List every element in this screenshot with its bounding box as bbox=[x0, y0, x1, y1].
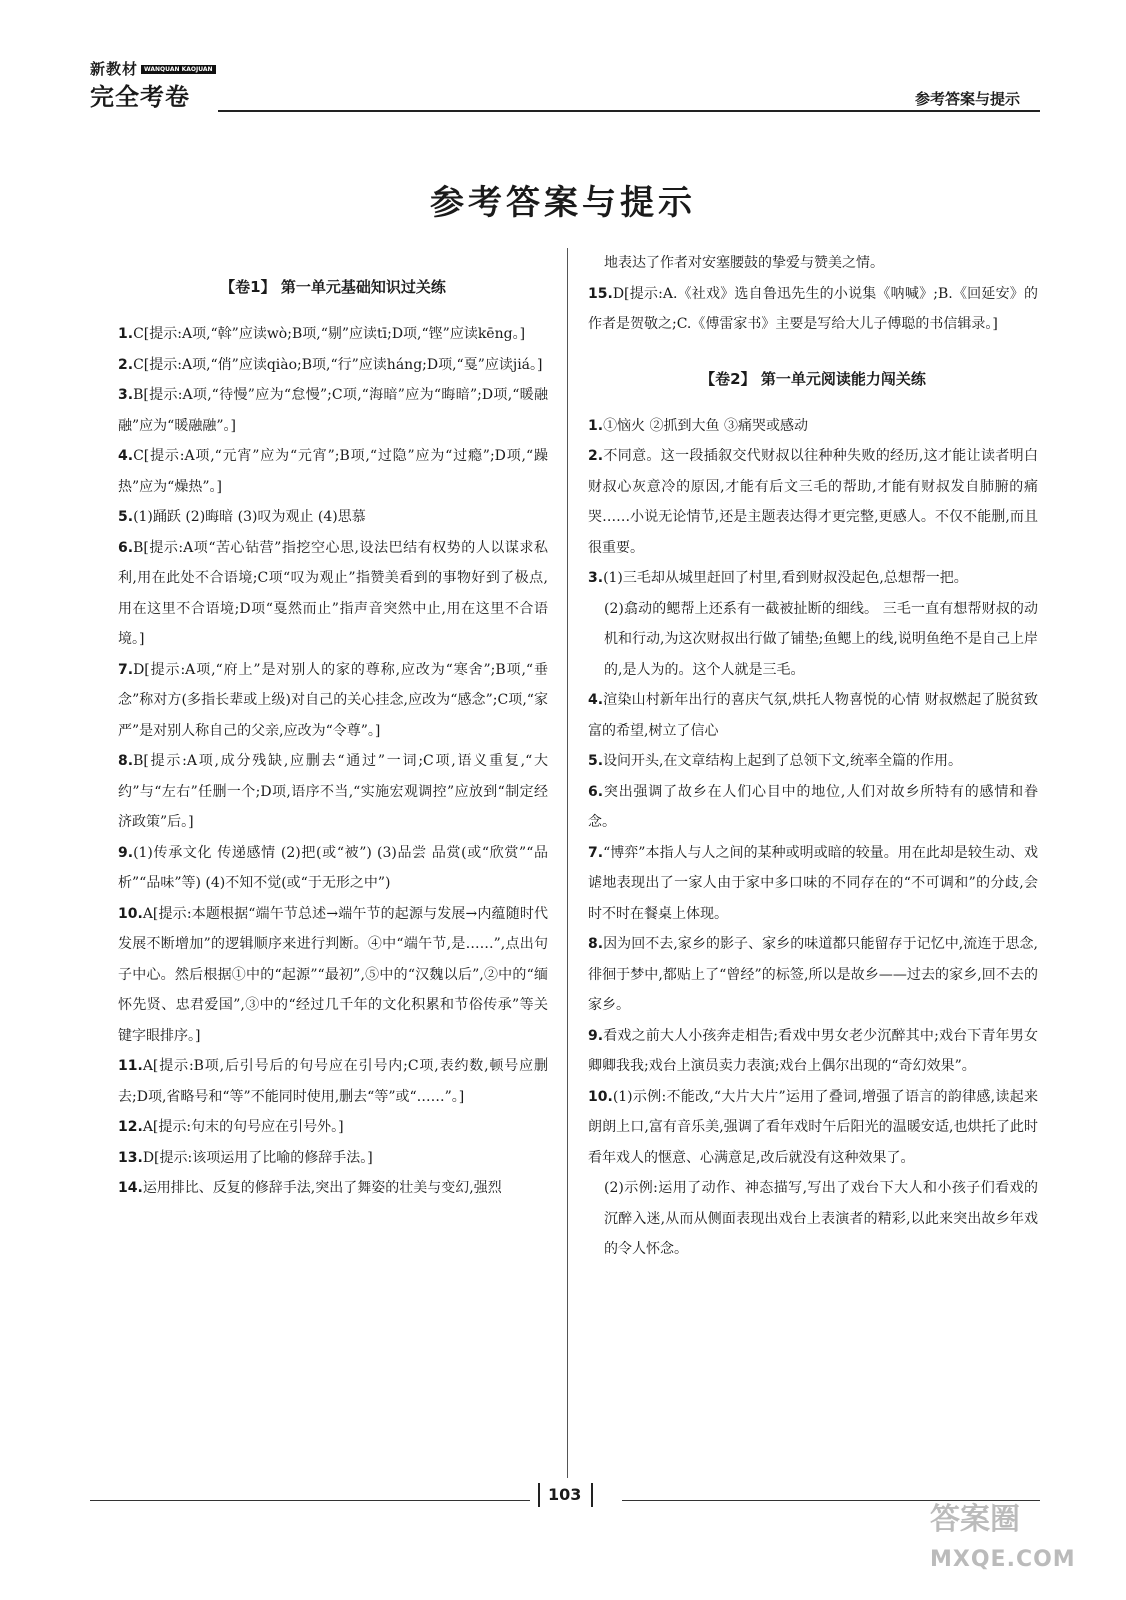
section-heading-2: 【卷2】 第一单元阅读能力闯关练 bbox=[700, 369, 926, 388]
answer-item-3: 3.B[提示:A项,“待慢”应为“怠慢”;C项,“海暗”应为“晦暗”;D项,“暖融融”应为“暖融融”。] bbox=[118, 387, 548, 434]
footer-rule-left bbox=[90, 1500, 530, 1501]
reading-item-5: 5.设问开头,在文章结构上起到了总领下文,统率全篇的作用。 bbox=[588, 753, 962, 769]
logo-main-text: 完全考卷 bbox=[90, 83, 190, 111]
header-title: 参考答案与提示 bbox=[914, 90, 1020, 108]
answer-item-8: 8.B[提示:A项,成分残缺,应删去“通过”一词;C项,语义重复,“大约”与“左右”任删一个;D项,语序不当,“实施宏观调控”应放到“制定经济政策”后。] bbox=[118, 753, 548, 830]
right-column bbox=[588, 248, 1038, 1265]
answer-item-13: 13.D[提示:该项运用了比喻的修辞手法。] bbox=[118, 1149, 373, 1166]
logo-top-text: 新教材 bbox=[90, 60, 139, 78]
reading-item-2: 2.不同意。这一段插叙交代财叔以往种种失败的经历,这才能让读者明白财叔心灰意冷的原因,才能有后文三毛的帮助,才能有财叔发自肺腑的痛哭……小说无论情节,还是主题表达得才更完整,更感人。不仅不能删,而且很重要。 bbox=[588, 448, 1038, 556]
left-column bbox=[118, 248, 548, 1204]
answer-item-11: 11.A[提示:B项,后引号后的句号应在引号内;C项,表约数,顿号应删去;D项,省略号和“等”不能同时使用,删去“等”或“……”。] bbox=[118, 1058, 548, 1105]
answer-item-12: 12.A[提示:句末的句号应在引号外。] bbox=[118, 1119, 344, 1135]
reading-item-6: 6.突出强调了故乡在人们心目中的地位,人们对故乡所特有的感情和眷念。 bbox=[588, 783, 1038, 830]
section-heading-1: 【卷1】 第一单元基础知识过关练 bbox=[220, 278, 446, 296]
answer-item-14: 14.运用排比、反复的修辞手法,突出了舞姿的壮美与变幻,强烈 bbox=[118, 1180, 502, 1196]
answer-item-7: 7.D[提示:A项,“府上”是对别人的家的尊称,应改为“寒舍”;B项,“垂念”称对方(多指长辈或上级)对自己的关心挂念,应改为“感念”;C项,“家严”是对别人称自己的父亲,应改为“令尊”。] bbox=[118, 661, 548, 739]
answer-item-9: 9.(1)传承文化 传递感情 (2)把(或“被”) (3)品尝 品赏(或“欣赏”“品析”“品味”等) (4)不知不觉(或“于无形之中”) bbox=[118, 844, 548, 891]
answer-item-1: 1.C[提示:A项,“斡”应读wò;B项,“剔”应读tī;D项,“铿”应读kēng。] bbox=[118, 326, 526, 342]
watermark-url: MXQE.COM bbox=[930, 1547, 1076, 1572]
reading-item-9: 9.看戏之前大人小孩奔走相告;看戏中男女老少沉醉其中;戏台下青年男女卿卿我我;戏台上演员卖力表演;戏台上偶尔出现的“奇幻效果”。 bbox=[588, 1027, 1038, 1074]
answer-item-6: 6.B[提示:A项“苦心钻营”指挖空心思,设法巴结有权势的人以谋求私利,用在此处不合语境;C项“叹为观止”指赞美看到的事物好到了极点,用在这里不合语境;D项“戛然而止”指声音突然中止,用在这里不合语境。] bbox=[118, 539, 548, 647]
page-number: 103 bbox=[548, 1485, 582, 1504]
page-header bbox=[90, 58, 1040, 118]
brand-logo bbox=[90, 58, 216, 112]
header-rule bbox=[218, 110, 1040, 112]
answer-item-15: 15.D[提示:A.《社戏》选自鲁迅先生的小说集《呐喊》;B.《回延安》的作者是贺敬之;C.《傅雷家书》主要是写给大儿子傅聪的书信辑录。] bbox=[588, 285, 1038, 332]
answer-item-10: 10.A[提示:本题根据“端午节总述→端午节的起源与发展→内蕴随时代发展不断增加”的逻辑顺序来进行判断。④中“端午节,是……”,点出句子中心。然后根据①中的“起源”“最初”,⑤中的“汉魏以后”,②中的“缅怀先贤、忠君爱国”,③中的“经过几千年的文化积累和节俗传承”等关键字眼排序。] bbox=[118, 905, 548, 1044]
reading-item-7: 7.“博弈”本指人与人之间的某种或明或暗的较量。用在此却是较生动、戏谑地表现出了一家人由于家中多口味的不同存在的“不可调和”的分歧,会时不时在餐桌上体现。 bbox=[588, 844, 1038, 922]
answer-item-4: 4.C[提示:A项,“元宵”应为“元宵”;B项,“过隐”应为“过瘾”;D项,“躁热”应为“燥热”。] bbox=[118, 448, 548, 495]
reading-item-10-part-2: (2)示例:运用了动作、神态描写,写出了戏台下大人和小孩子们看戏的沉醉入迷,从而从侧面表现出戏台上表演者的精彩,以此来突出故乡年戏的令人怀念。 bbox=[604, 1180, 1038, 1257]
reading-item-8: 8.因为回不去,家乡的影子、家乡的味道都只能留存于记忆中,流连于思念,徘徊于梦中,都贴上了“曾经”的标签,所以是故乡——过去的家乡,回不去的家乡。 bbox=[588, 936, 1038, 1013]
reading-item-4: 4.渲染山村新年出行的喜庆气氛,烘托人物喜悦的心情 财叔燃起了脱贫致富的希望,树立了信心 bbox=[588, 692, 1038, 739]
watermark-text: 答案圈 bbox=[930, 1502, 1020, 1537]
column-divider bbox=[567, 248, 568, 1478]
page-title: 参考答案与提示 bbox=[430, 183, 696, 223]
reading-item-3-part-2: (2)翕动的鳃帮上还系有一截被扯断的细线。 三毛一直有想帮财叔的动机和行动,为这次财叔出行做了铺垫;鱼鳃上的线,说明鱼绝不是自己上岸的,是人为的。这个人就是三毛。 bbox=[604, 600, 1038, 678]
reading-item-1: 1.①恼火 ②抓到大鱼 ③痛哭或感动 bbox=[588, 417, 808, 434]
watermark bbox=[930, 1500, 1080, 1580]
answer-item-2: 2.C[提示:A项,“俏”应读qiào;B项,“行”应读háng;D项,“戛”应读jiá。] bbox=[118, 356, 543, 373]
logo-badge: WANQUAN KAOJUAN bbox=[141, 65, 216, 74]
reading-item-10: 10.(1)示例:不能改,“大片大片”运用了叠词,增强了语言的韵律感,读起来朗朗上口,富有音乐美,强调了看年戏时午后阳光的温暖安适,也烘托了此时看年戏人的惬意、心满意足,改后就没有这种效果了。 bbox=[588, 1088, 1038, 1166]
answer-item-14-continued: 地表达了作者对安塞腰鼓的挚爱与赞美之情。 bbox=[604, 255, 884, 271]
answer-item-5: 5.(1)踊跃 (2)晦暗 (3)叹为观止 (4)思慕 bbox=[118, 509, 366, 525]
reading-item-3: 3.(1)三毛却从城里赶回了村里,看到财叔没起色,总想帮一把。 bbox=[588, 570, 968, 586]
